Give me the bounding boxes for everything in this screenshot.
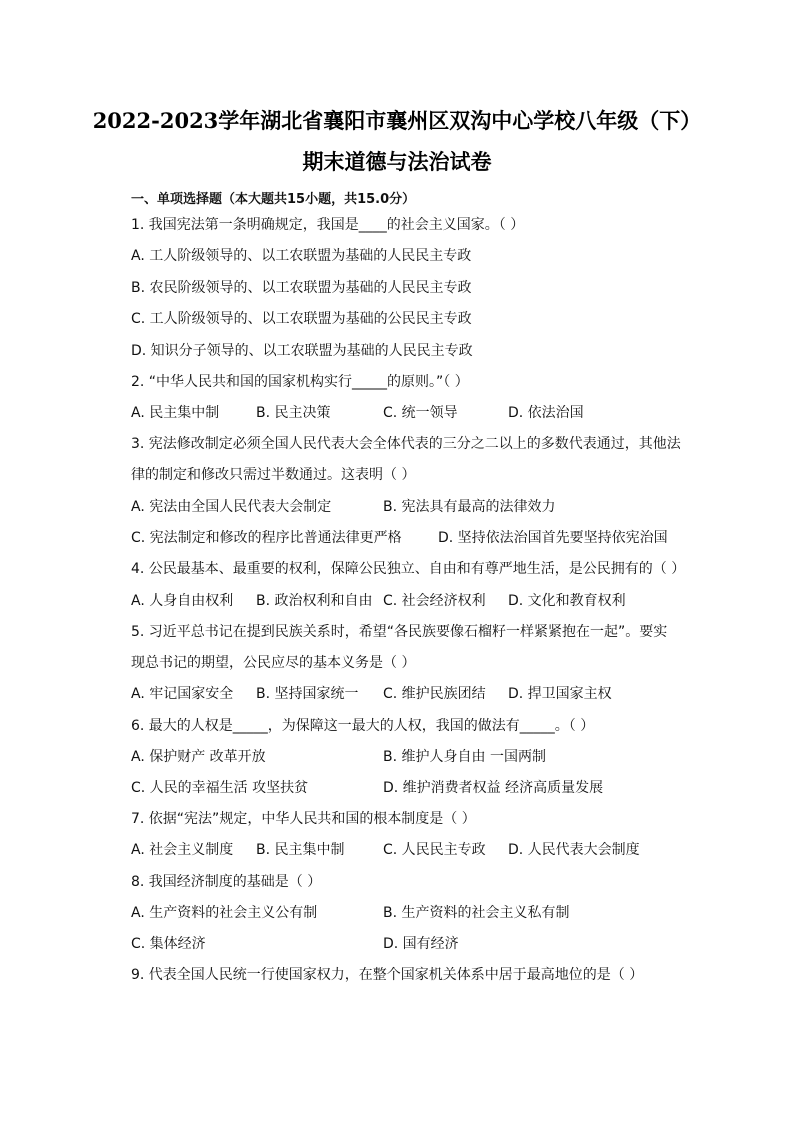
question-2-option-c: C. 统一领导 <box>383 405 458 421</box>
question-6-option-b: B. 维护人身自由 一国两制 <box>383 749 546 765</box>
question-2-option-b: B. 民主决策 <box>256 405 331 421</box>
question-7-stem: 7. 依据“宪法”规定，中华人民共和国的根本制度是（ ） <box>131 811 476 827</box>
question-7-option-b: B. 民主集中制 <box>256 842 345 858</box>
section-heading: 一、单项选择题（本大题共15小题，共15.0分） <box>131 192 416 207</box>
question-4-option-d: D. 文化和教育权利 <box>508 593 626 609</box>
question-3-option-b: B. 宪法具有最高的法律效力 <box>383 499 556 515</box>
question-5-option-c: C. 维护民族团结 <box>383 686 486 702</box>
question-8-stem: 8. 我国经济制度的基础是（ ） <box>131 874 322 890</box>
question-5-stem-line1: 5. 习近平总书记在提到民族关系时，希望“各民族要像石榴籽一样紧紧抱在一起”。要实 <box>131 624 668 640</box>
question-3-option-a: A. 宪法由全国人民代表大会制定 <box>131 499 332 515</box>
question-7-option-a: A. 社会主义制度 <box>131 842 234 858</box>
question-1-option-a: A. 工人阶级领导的、以工农联盟为基础的人民民主专政 <box>131 248 472 264</box>
question-3-option-d: D. 坚持依法治国首先要坚持依宪治国 <box>438 530 668 546</box>
question-4-option-a: A. 人身自由权利 <box>131 593 234 609</box>
question-5-option-b: B. 坚持国家统一 <box>256 686 359 702</box>
question-6-option-d: D. 维护消费者权益 经济高质量发展 <box>383 780 604 796</box>
exam-title-line2: 期末道德与法治试卷 <box>302 149 492 174</box>
question-9-stem: 9. 代表全国人民统一行使国家权力，在整个国家机关体系中居于最高地位的是（ ） <box>131 967 644 983</box>
question-2-option-d: D. 依法治国 <box>508 405 584 421</box>
question-8-option-a: A. 生产资料的社会主义公有制 <box>131 905 318 921</box>
question-5-option-d: D. 捍卫国家主权 <box>508 686 612 702</box>
question-1-stem: 1. 我国宪法第一条明确规定，我国是____的社会主义国家。（ ） <box>131 217 525 233</box>
question-3-option-c: C. 宪法制定和修改的程序比普通法律更严格 <box>131 530 402 546</box>
question-8-option-c: C. 集体经济 <box>131 936 206 952</box>
question-7-option-c: C. 人民民主专政 <box>383 842 486 858</box>
question-1-option-b: B. 农民阶级领导的、以工农联盟为基础的人民民主专政 <box>131 280 472 296</box>
question-2-stem: 2. “中华人民共和国的国家机构实行_____的原则。”（ ） <box>131 374 469 390</box>
question-1-option-c: C. 工人阶级领导的、以工农联盟为基础的公民民主专政 <box>131 311 472 327</box>
question-6-option-c: C. 人民的幸福生活 攻坚扶贫 <box>131 780 309 796</box>
question-1-option-d: D. 知识分子领导的、以工农联盟为基础的人民民主专政 <box>131 343 473 359</box>
question-4-option-c: C. 社会经济权利 <box>383 593 486 609</box>
question-4-option-b: B. 政治权利和自由 <box>256 593 373 609</box>
question-3-stem-line1: 3. 宪法修改制定必须全国人民代表大会全体代表的三分之二以上的多数代表通过，其他法 <box>131 436 681 452</box>
question-3-stem-line2: 律的制定和修改只需过半数通过。这表明（ ） <box>131 467 416 483</box>
question-8-option-d: D. 国有经济 <box>383 936 459 952</box>
question-8-option-b: B. 生产资料的社会主义私有制 <box>383 905 570 921</box>
question-6-stem: 6. 最大的人权是_____，为保障这一最大的人权，我国的做法有_____。（ ） <box>131 718 595 734</box>
question-7-option-d: D. 人民代表大会制度 <box>508 842 640 858</box>
question-4-stem: 4. 公民最基本、最重要的权利，保障公民独立、自由和有尊严地生活，是公民拥有的（ ） <box>131 561 686 577</box>
exam-title-line1: 2022-2023学年湖北省襄阳市襄州区双沟中心学校八年级（下） <box>92 108 702 133</box>
question-6-option-a: A. 保护财产 改革开放 <box>131 749 266 765</box>
question-5-stem-line2: 现总书记的期望，公民应尽的基本义务是（ ） <box>131 655 416 671</box>
question-5-option-a: A. 牢记国家安全 <box>131 686 234 702</box>
question-2-option-a: A. 民主集中制 <box>131 405 220 421</box>
